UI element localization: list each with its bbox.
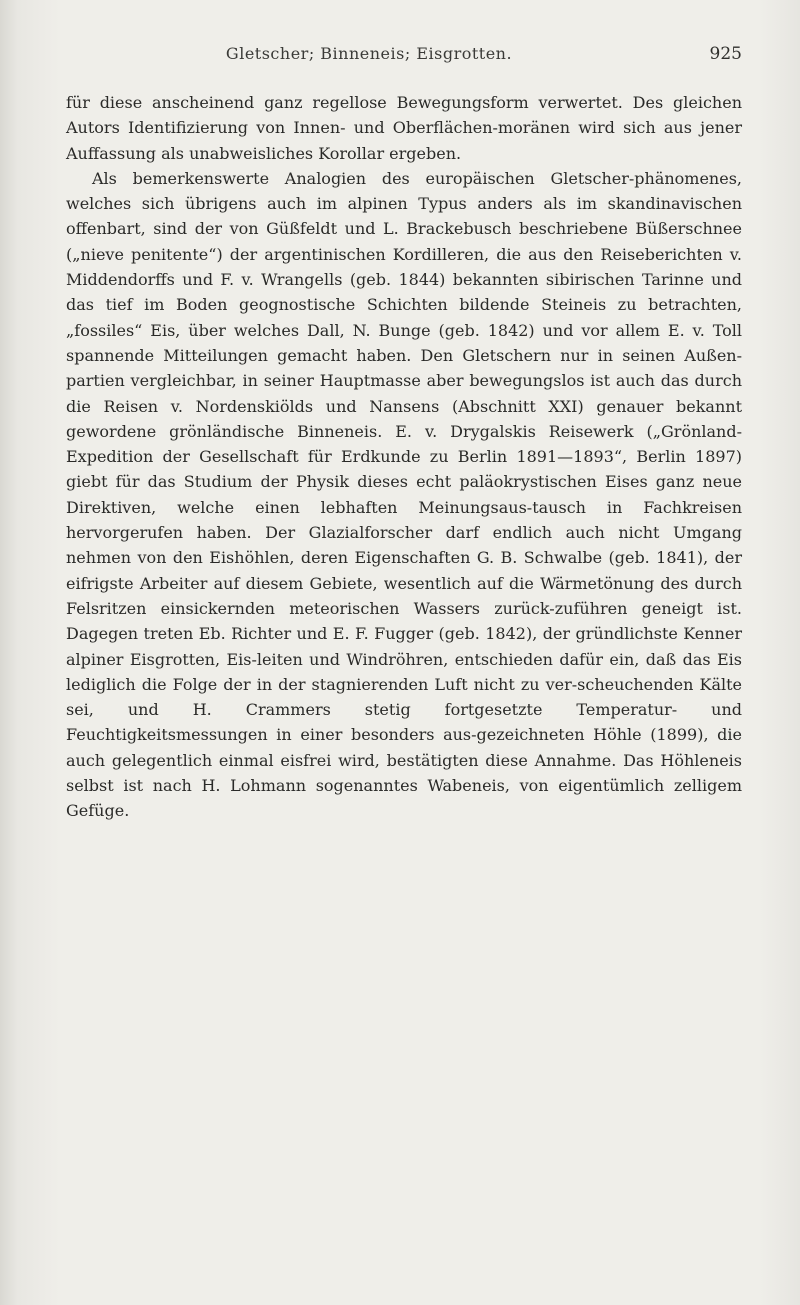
running-head: Gletscher; Binneneis; Eisgrotten. (225, 44, 513, 63)
paragraph-continuation: für diese anscheinend ganz regellose Bewegungsform verwertet. Des gleichen Autors Identifizierung von Innen- und Oberflächen-moränen wird sich aus jener Auffassung als unabweisliches Korollar ergeben. (66, 93, 742, 163)
page-header (66, 44, 742, 70)
page-number: 925 (709, 44, 742, 64)
paragraph-analogies: Als bemerkenswerte Analogien des europäischen Gletscher-phänomenes, welches sich übrigens auch im alpinen Typus anders als im skandinavischen offenbart, sind der von Güßfeldt und L. Brackebusch beschriebene Büßerschnee („nieve penitente“) der argentinischen Kordilleren, die aus den Reiseberichten v. Middendorffs und F. v. Wrangells (geb. 1844) bekannten sibirischen Tarinne und das tief im Boden geognostische Schichten bildende Steineis zu betrachten, „fossiles“ Eis, über welches Dall, N. Bunge (geb. 1842) und vor allem E. v. Toll spannende Mitteilungen gemacht haben. Den Gletschern nur in seinen Außen-partien vergleichbar, in seiner Hauptmasse aber bewegungslos ist auch das durch die Reisen v. Nordenskiölds und Nansens (Abschnitt XXI) genauer bekannt gewordene grönländische Binneneis. E. v. Drygalskis Reisewerk („Grönland-Expedition der Gesellschaft für Erdkunde zu Berlin 1891—1893“, Berlin 1897) giebt für das Studium der Physik dieses echt paläokrystischen Eises ganz neue Direktiven, welche einen lebhaften Meinungsaus-tausch in Fachkreisen hervorgerufen haben. Der Glazialforscher darf endlich auch nicht Umgang nehmen von den Eishöhlen, deren Eigenschaften G. B. Schwalbe (geb. 1841), der eifrigste Arbeiter auf diesem Gebiete, wesentlich auf die Wärmetönung des durch Felsritzen einsickernden meteorischen Wassers zurück-zuführen geneigt ist. Dagegen treten Eb. Richter und E. F. Fugger (geb. 1842), der gründlichste Kenner alpiner Eisgrotten, Eis-leiten und Windröhren, entschieden dafür ein, daß das Eis lediglich die Folge der in der stagnierenden Luft nicht zu ver-scheuchenden Kälte sei, und H. Crammers stetig fortgesetzte Temperatur- und Feuchtigkeitsmessungen in einer besonders aus-gezeichneten Höhle (1899), die auch gelegentlich einmal eisfrei wird, bestätigten diese Annahme. Das Höhleneis selbst ist nach H. Lohmann sogenanntes Wabeneis, von eigentümlich zelligem Gefüge. (66, 168, 742, 821)
body-text (66, 90, 742, 824)
